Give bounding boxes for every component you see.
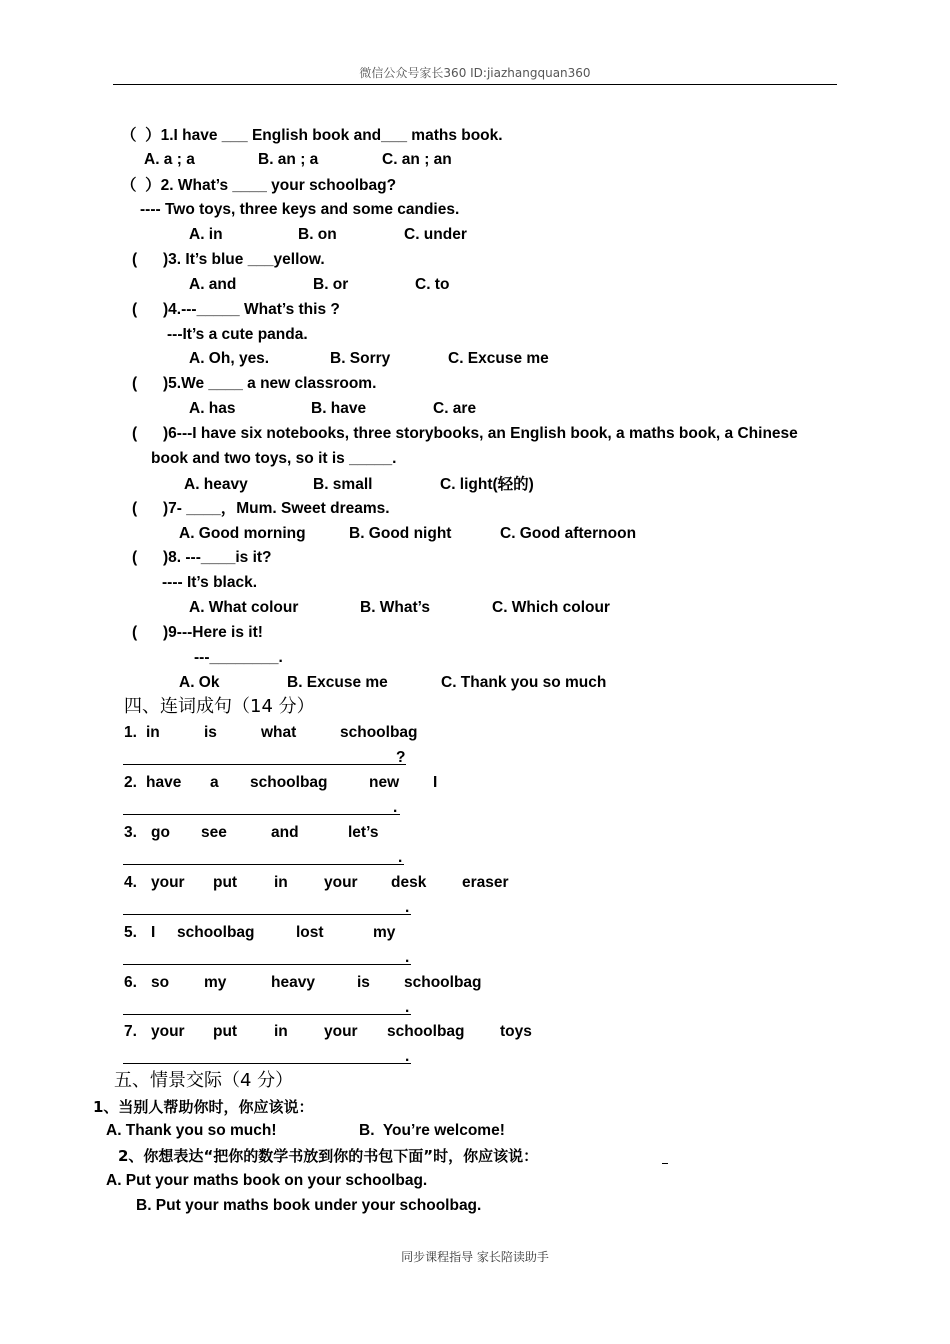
question-1-option-c: C. an ; an [382, 151, 452, 168]
item-4-word: in [274, 874, 288, 891]
question-7-option-a: A. Good morning [179, 525, 306, 542]
item-7-word: in [274, 1023, 288, 1040]
item-2-end-mark: . [393, 799, 398, 816]
situation-2-option-b: B. Put your maths book under your schoolbag. [136, 1197, 482, 1214]
situation-2-option-a: A. Put your maths book on your schoolbag. [106, 1172, 428, 1189]
item-2-word: schoolbag [250, 774, 328, 791]
item-6-word: so [151, 974, 170, 991]
item-4-word: desk [391, 874, 427, 891]
question-3-option-c: C. to [415, 276, 450, 293]
question-4-stem: ( )4.---_____ What’s this ? [132, 301, 340, 318]
question-9-stem: ( )9---Here is it! [132, 624, 263, 641]
situation-2-prompt: 2、你想表达“把你的数学书放到你的书包下面”时，你应该说： [118, 1147, 539, 1165]
question-1-option-b: B. an ; a [258, 151, 319, 168]
question-6-stem: ( )6---I have six notebooks, three storybooks, an English book, a maths book, a Chinese [132, 425, 798, 442]
question-9-sub: ---________. [194, 649, 283, 666]
question-5-stem: ( )5.We ____ a new classroom. [132, 375, 377, 392]
item-2-word: have [146, 774, 182, 791]
item-3-number: 3. [124, 824, 137, 841]
question-6-option-a: A. heavy [184, 476, 248, 493]
question-5-option-c: C. are [433, 400, 477, 417]
item-1-end-mark: ? [396, 749, 406, 766]
item-3-word: let’s [348, 824, 379, 841]
question-7-stem: ( )7- ____，Mum. Sweet dreams. [132, 500, 390, 517]
item-7-word: schoolbag [387, 1023, 465, 1040]
item-1-word: is [204, 724, 217, 741]
item-7-end-mark: . [405, 1048, 410, 1065]
item-4-word: put [213, 874, 238, 891]
item-4-number: 4. [124, 874, 137, 891]
item-3-word: see [201, 824, 227, 841]
item-1-number: 1. [124, 724, 137, 741]
item-7-word: your [151, 1023, 185, 1040]
question-2-sub: ---- Two toys, three keys and some candies. [140, 201, 460, 218]
item-6-number: 6. [124, 974, 137, 991]
question-1-stem: （ ）1.I have ___ English book and___ maths book. [121, 127, 503, 144]
answer-line-4[interactable] [123, 914, 411, 915]
question-7-option-c: C. Good afternoon [500, 525, 637, 542]
question-4-option-b: B. Sorry [330, 350, 391, 367]
question-3-stem: ( )3. It’s blue ___yellow. [132, 251, 325, 268]
question-3-option-b: B. or [313, 276, 349, 293]
answer-line-7[interactable] [123, 1063, 411, 1064]
question-4-option-c: C. Excuse me [448, 350, 549, 367]
question-8-option-a: A. What colour [189, 599, 299, 616]
situation-1-prompt: 1、当别人帮助你时，你应该说： [93, 1098, 314, 1116]
question-1-option-a: A. a ; a [144, 151, 195, 168]
item-3-word: and [271, 824, 299, 841]
question-4-option-a: A. Oh, yes. [189, 350, 270, 367]
question-2-stem: （ ）2. What’s ____ your schoolbag? [121, 177, 397, 194]
item-2-word: new [369, 774, 400, 791]
question-8-sub: ---- It’s black. [162, 574, 258, 591]
question-3-option-a: A. and [189, 276, 237, 293]
question-6-option-c: C. light(轻的) [440, 476, 534, 493]
question-9-option-c: C. Thank you so much [441, 674, 607, 691]
question-6-sub: book and two toys, so it is _____. [151, 450, 397, 467]
item-5-word: lost [296, 924, 324, 941]
item-5-number: 5. [124, 924, 137, 941]
question-5-option-a: A. has [189, 400, 236, 417]
item-4-end-mark: . [405, 899, 410, 916]
item-7-word: your [324, 1023, 358, 1040]
situation-1-option-a: A. Thank you so much! [106, 1122, 277, 1139]
item-7-word: put [213, 1023, 238, 1040]
answer-blank[interactable] [662, 1163, 668, 1164]
item-7-number: 7. [124, 1023, 137, 1040]
item-7-word: toys [500, 1023, 532, 1040]
item-4-word: eraser [462, 874, 509, 891]
question-8-option-b: B. What’s [360, 599, 431, 616]
question-6-option-b: B. small [313, 476, 373, 493]
item-6-word: is [357, 974, 370, 991]
section-4-title: 四、连词成句（14 分） [124, 696, 315, 717]
answer-line-2[interactable] [123, 814, 400, 815]
page-footer: 同步课程指导 家长陪读助手 [401, 1250, 549, 1264]
item-6-word: heavy [271, 974, 315, 991]
question-5-option-b: B. have [311, 400, 367, 417]
item-2-word: I [433, 774, 438, 791]
item-4-word: your [324, 874, 358, 891]
question-4-sub: ---It’s a cute panda. [167, 326, 308, 343]
answer-line-1[interactable] [123, 764, 406, 765]
question-9-option-a: A. Ok [179, 674, 220, 691]
item-6-end-mark: . [405, 999, 410, 1016]
item-5-end-mark: . [405, 949, 410, 966]
section-5-title: 五、情景交际（4 分） [114, 1070, 294, 1091]
question-2-option-b: B. on [298, 226, 337, 243]
item-3-end-mark: . [398, 849, 403, 866]
question-2-option-c: C. under [404, 226, 467, 243]
question-8-option-c: C. Which colour [492, 599, 610, 616]
question-2-option-a: A. in [189, 226, 223, 243]
item-2-word: a [210, 774, 219, 791]
item-1-word: in [146, 724, 160, 741]
item-5-word: schoolbag [177, 924, 255, 941]
item-5-word: my [373, 924, 396, 941]
page-header: 微信公众号家长360 ID:jiazhangquan360 [113, 64, 837, 85]
question-8-stem: ( )8. ---____is it? [132, 549, 272, 566]
item-4-word: your [151, 874, 185, 891]
item-6-word: my [204, 974, 227, 991]
situation-1-option-b: B. You’re welcome! [359, 1122, 505, 1139]
item-3-word: go [151, 824, 170, 841]
item-1-word: schoolbag [340, 724, 418, 741]
answer-line-3[interactable] [123, 864, 404, 865]
item-5-word: I [151, 924, 156, 941]
item-6-word: schoolbag [404, 974, 482, 991]
question-9-option-b: B. Excuse me [287, 674, 388, 691]
question-7-option-b: B. Good night [349, 525, 452, 542]
answer-line-6[interactable] [123, 1014, 411, 1015]
item-1-word: what [261, 724, 297, 741]
answer-line-5[interactable] [123, 964, 411, 965]
item-2-number: 2. [124, 774, 137, 791]
